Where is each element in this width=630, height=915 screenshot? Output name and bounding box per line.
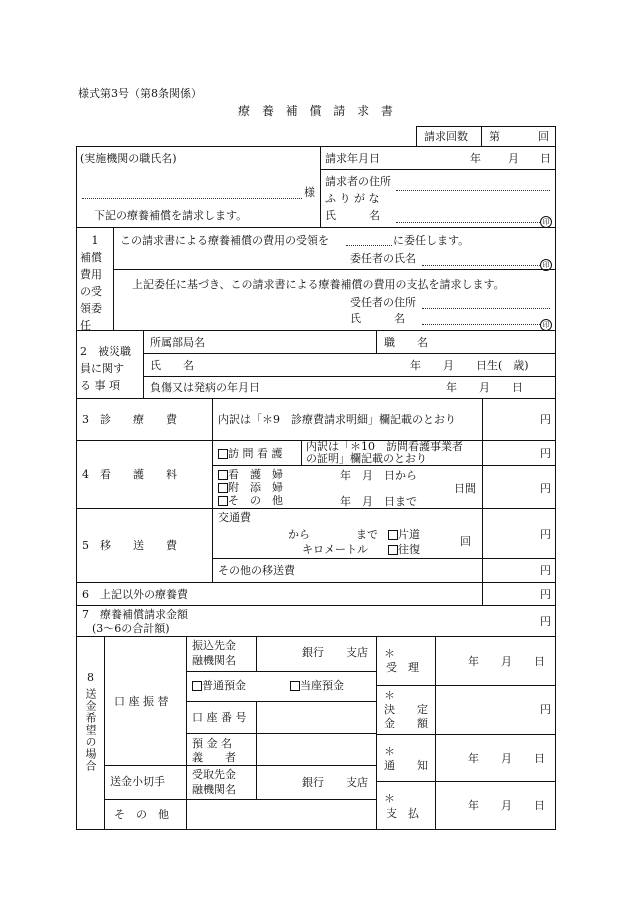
injury-date-label: 負傷又は発病の年月日	[150, 381, 260, 394]
section1-label-text: 補償 費用 の受 領委 任	[80, 251, 102, 332]
section3-label: 3 診 療 費	[82, 413, 177, 426]
transport-from: から	[288, 528, 310, 541]
section1-line1-end: に委任します。	[393, 234, 470, 247]
home-nursing-detail-1: 内訳は「＊10 訪問看護事業者	[306, 440, 463, 453]
transport-km: キロメートル	[302, 543, 368, 556]
section6-label: 6 上記以外の療養費	[82, 588, 188, 601]
section1-line2: 上記委任に基づき、この請求書による療養補償の費用の支払を請求します。	[132, 278, 505, 291]
claimant-seal	[540, 211, 552, 228]
round-trip-label: 往復	[398, 543, 420, 556]
claim-month: 月	[508, 152, 519, 165]
transport-label: 交通費	[218, 511, 251, 524]
seal-mark: 印	[540, 216, 552, 228]
current-deposit-checkbox[interactable]	[290, 681, 300, 691]
current-deposit-label: 当座預金	[300, 679, 344, 692]
transport-to: まで	[356, 528, 378, 541]
current-deposit-option[interactable]	[290, 680, 344, 691]
delegate-target-line[interactable]	[346, 245, 392, 246]
claim-year: 年	[470, 152, 481, 165]
section7-unit: 円	[540, 615, 551, 628]
transport-times: 回	[460, 535, 471, 548]
other-remit-label: そ の 他	[114, 808, 169, 821]
receipt-date: 年 月 日	[468, 655, 545, 668]
recv-bank-suffix: 銀行	[302, 776, 324, 789]
claimant-address-line[interactable]	[396, 190, 550, 191]
agent-name-label: 氏 名	[350, 312, 405, 325]
addressee-honorific: 様	[304, 186, 315, 199]
decision-unit: 円	[540, 703, 551, 716]
section3-unit: 円	[540, 413, 551, 426]
claimant-name-line[interactable]	[396, 222, 540, 223]
section1-line1: この請求書による療養補償の費用の受領を	[120, 234, 329, 247]
one-way-checkbox[interactable]	[388, 530, 398, 540]
nurse-checkbox[interactable]	[218, 470, 228, 480]
agent-seal	[540, 314, 552, 331]
bank-label-2: 融機関名	[192, 654, 236, 667]
addressee-line[interactable]	[82, 198, 302, 199]
birth-label: 年 月 日生( 歳)	[410, 359, 529, 372]
request-count-suffix: 回	[538, 130, 549, 143]
employee-name-label: 氏 名	[150, 359, 194, 372]
bank-label-1: 振込先金	[192, 639, 236, 652]
section4-unit-1: 円	[540, 447, 551, 460]
furigana-label: ふ り が な	[325, 192, 380, 205]
seal-mark: 印	[540, 259, 552, 271]
delegate-seal	[540, 254, 552, 271]
section5-label: 5 移 送 費	[82, 539, 177, 552]
section1-label: 1 補償 費用 の受 領委 任	[80, 232, 110, 334]
nursing-from: 年 月 日から	[340, 469, 417, 482]
nurse-label: 看 護 婦	[228, 468, 283, 481]
home-nursing-label: 訪 問 看 護	[228, 447, 283, 460]
receipt-mark: ＊	[384, 647, 395, 660]
home-nursing-checkbox[interactable]	[218, 449, 228, 459]
agent-address-line[interactable]	[422, 308, 550, 309]
agent-name-line[interactable]	[422, 324, 540, 325]
section5-unit-1: 円	[540, 528, 551, 541]
ordinary-deposit-option[interactable]	[192, 680, 246, 691]
page-title: 療 養 補 償 請 求 書	[238, 104, 397, 118]
section6-unit: 円	[540, 588, 551, 601]
home-nursing-option[interactable]	[218, 448, 283, 459]
request-count-prefix: 第	[489, 130, 500, 143]
decision-label-2: 金 額	[384, 717, 428, 730]
notice-label: 通 知	[384, 759, 428, 772]
claim-day: 日	[540, 152, 551, 165]
holder-label-2: 義 者	[192, 751, 236, 764]
claim-date-label: 請求年月日	[325, 152, 380, 165]
payment-label: 支 払	[386, 807, 419, 820]
section8-number: 8	[87, 671, 94, 684]
addressee-label: (実施機関の職氏名)	[80, 152, 177, 165]
decision-label-1: 決 定	[384, 703, 428, 716]
delegate-name-label: 委任者の氏名	[350, 252, 416, 265]
ordinary-deposit-checkbox[interactable]	[192, 681, 202, 691]
holder-label-1: 預 金 名	[192, 737, 232, 750]
account-number-label: 口 座 番 号	[192, 711, 247, 724]
round-trip-option[interactable]	[388, 544, 420, 555]
recv-label-1: 受取先金	[192, 768, 236, 781]
nurse-option[interactable]	[218, 469, 283, 480]
position-label: 職 名	[384, 336, 428, 349]
nursing-to: 年 月 日まで	[340, 495, 417, 508]
payment-mark: ＊	[384, 792, 395, 805]
delegate-name-line[interactable]	[422, 265, 540, 266]
bank-suffix: 銀行	[302, 646, 324, 659]
home-nursing-detail-2: の証明」欄記載のとおり	[306, 452, 427, 465]
attendant-option[interactable]	[218, 482, 283, 493]
round-trip-checkbox[interactable]	[388, 545, 398, 555]
section7-label-2: (3〜6の合計額)	[92, 622, 170, 635]
request-count-label: 請求回数	[424, 130, 468, 143]
claimant-address-label: 請求者の住所	[325, 175, 391, 188]
notice-mark: ＊	[384, 745, 395, 758]
claimant-name-label: 氏 名	[325, 209, 380, 222]
one-way-label: 片道	[398, 528, 420, 541]
decision-mark: ＊	[384, 689, 395, 702]
notice-date: 年 月 日	[468, 752, 545, 765]
section4-unit-2: 円	[540, 482, 551, 495]
section4-label: 4 看 護 料	[82, 468, 177, 481]
attendant-checkbox[interactable]	[218, 483, 228, 493]
payment-date: 年 月 日	[468, 799, 545, 812]
other-nursing-checkbox[interactable]	[218, 496, 228, 506]
other-nursing-option[interactable]	[218, 495, 283, 506]
recv-label-2: 融機関名	[192, 783, 236, 796]
dept-label: 所属部局名	[150, 336, 205, 349]
agent-address-label: 受任者の住所	[350, 296, 416, 309]
form-id: 様式第3号（第8条関係）	[78, 87, 202, 100]
nursing-days: 日間	[454, 482, 476, 495]
seal-mark: 印	[540, 319, 552, 331]
attendant-label: 附 添 婦	[228, 481, 283, 494]
recv-branch-suffix: 支店	[346, 776, 368, 789]
account-transfer-label: 口 座 振 替	[114, 695, 169, 708]
injury-date-value: 年 月 日	[446, 381, 523, 394]
ordinary-deposit-label: 普通預金	[202, 679, 246, 692]
one-way-option[interactable]	[388, 529, 420, 540]
section5-unit-2: 円	[540, 564, 551, 577]
section8-label: 送金希望の場合	[84, 688, 97, 772]
receipt-label: 受 理	[386, 661, 419, 674]
check-label: 送金小切手	[110, 775, 165, 788]
branch-suffix: 支店	[346, 646, 368, 659]
request-statement: 下記の療養補償を請求します。	[94, 209, 248, 222]
other-transport-label: その他の移送費	[218, 564, 295, 577]
section2-label: 2 被災職 員に関す る 事 項	[80, 345, 131, 392]
other-nursing-label: そ の 他	[228, 494, 283, 507]
section3-detail: 内訳は「＊9 診療費請求明細」欄記載のとおり	[218, 413, 456, 426]
section7-label-1: 7 療養補償請求金額	[82, 608, 188, 621]
